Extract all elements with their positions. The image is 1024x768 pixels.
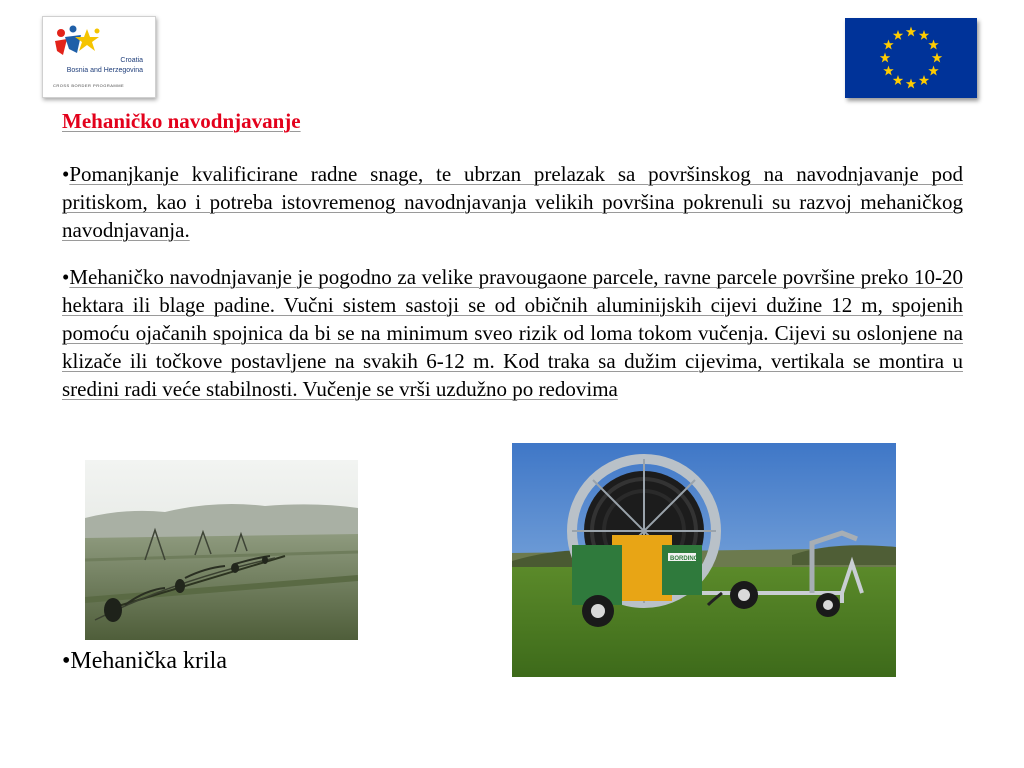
eu-star-icon xyxy=(893,30,903,40)
eu-star-icon xyxy=(906,27,916,37)
eu-star-icon xyxy=(919,30,929,40)
bullet-marker: • xyxy=(62,162,70,186)
eu-star-icon xyxy=(893,75,903,85)
logo-croatia: Croatia xyxy=(120,57,143,64)
eu-star-icon xyxy=(928,66,938,76)
eu-star-icon xyxy=(883,66,893,76)
brand-label: BORDING xyxy=(670,556,699,562)
bullet-text: Mehaničko navodnjavanje je pogodno za velike pravougaone parcele, ravne parcele površine preko 10-20 hektara ili blage padine. Vučni sistem sastoji se od običnih aluminijskih cijevi dužine 12 m, spojenih pomoću ojačanih spojnica da bi se na minimum sveo rizik od loma tokom vučenja. Cijevi su oslonjene na klizače ili točkove postavljene na svakih 6-12 m. Kod traka sa dužim cijevima, vertikala se montira u sredini radi veće stabilnosti. Vučenje se vrši uzdužno po redovima xyxy=(62,265,963,401)
irrigation-field-photo xyxy=(85,460,358,640)
photo-caption xyxy=(62,648,227,675)
project-logo xyxy=(42,16,156,98)
slide-heading: Mehaničko navodnjavanje xyxy=(62,109,301,133)
caption-text: Mehanička krila xyxy=(70,648,228,674)
hose-reel-irrigator-photo xyxy=(512,443,896,677)
caption-marker: • xyxy=(62,648,71,674)
eu-star-icon xyxy=(883,40,893,50)
bullet-text: Pomanjkanje kvalificirane radne snage, te ubrzan prelazak sa površinskog na navodnjavanje pod pritiskom, kao i potreba istovremenog navodnjavanja velikih površina pokrenuli su razvoj mehaničkog navodnjavanja. xyxy=(62,162,963,242)
eu-star-icon xyxy=(906,79,916,89)
eu-star-icon xyxy=(919,75,929,85)
eu-star-icon xyxy=(880,53,890,63)
bullet-paragraph-1 xyxy=(62,160,963,244)
bullet-marker: • xyxy=(62,265,70,289)
eu-flag xyxy=(845,18,977,98)
eu-stars-icon xyxy=(845,18,977,98)
logo-programme: CROSS BORDER PROGRAMME xyxy=(53,83,125,88)
bullet-paragraph-2 xyxy=(62,263,963,403)
logo-bih: Bosnia and Herzegovina xyxy=(66,67,143,74)
eu-star-icon xyxy=(928,40,938,50)
stars-people-icon xyxy=(51,23,107,67)
eu-star-icon xyxy=(932,53,942,63)
